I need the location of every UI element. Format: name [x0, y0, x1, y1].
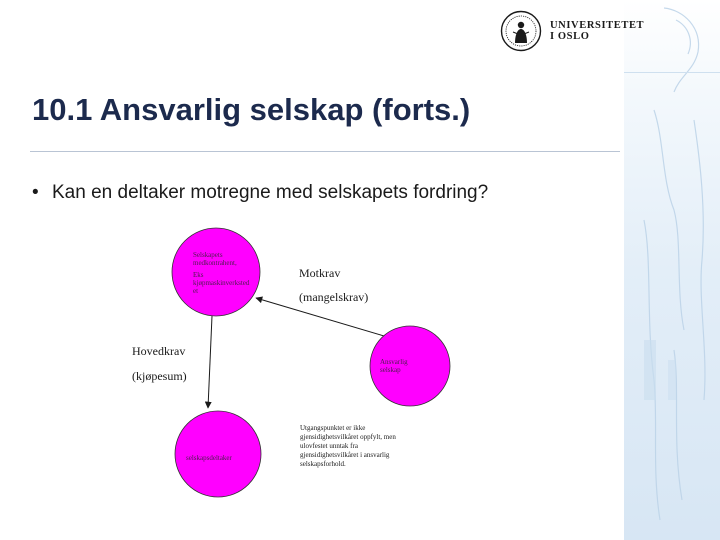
node-counterparty-label	[193, 251, 253, 295]
node-selskapsdeltaker-label	[186, 454, 256, 462]
logo-line-2: I OSLO	[550, 31, 590, 42]
label-kjopesum: (kjøpesum)	[132, 369, 187, 383]
node-top-line-3: Eks	[193, 271, 204, 279]
note-text	[300, 424, 440, 469]
label-motkrav: Motkrav	[299, 266, 341, 280]
label-hovedkrav: Hovedkrav	[132, 344, 186, 358]
hovedkrav-arrow	[208, 316, 212, 408]
node-top-line-2: medkontrahent,	[193, 259, 237, 267]
node-right-line-2: selskap	[380, 366, 401, 374]
node-top-line-1: Selskapets	[193, 251, 223, 259]
bullet-marker: •	[32, 182, 39, 203]
logo-line-1: UNIVERSITETET	[550, 20, 645, 31]
node-top-line-5: et	[193, 287, 199, 295]
note-line-2: gjensidighetsvilkåret oppfylt, men	[300, 433, 396, 441]
note-line-5: selskapsforhold.	[300, 460, 346, 468]
note-line-3: ulovfestet unntak fra	[300, 442, 358, 450]
node-top-line-4: kjøpmaskinverksted	[193, 279, 250, 287]
slide-title: 10.1 Ansvarlig selskap (forts.)	[32, 92, 471, 127]
note-line-1: Utgangspunktet er ikke	[300, 424, 366, 432]
node-ansvarlig-selskap-label	[380, 358, 430, 374]
note-line-4: gjensidighetsvilkåret i ansvarlig	[300, 451, 390, 459]
label-mangelskrav: (mangelskrav)	[299, 290, 369, 304]
bullet-text: Kan en deltaker motregne med selskapets fordring?	[52, 182, 489, 203]
node-right-line-1: Ansvarlig	[380, 358, 408, 366]
node-bottom-line-1: selskapsdeltaker	[186, 454, 232, 462]
